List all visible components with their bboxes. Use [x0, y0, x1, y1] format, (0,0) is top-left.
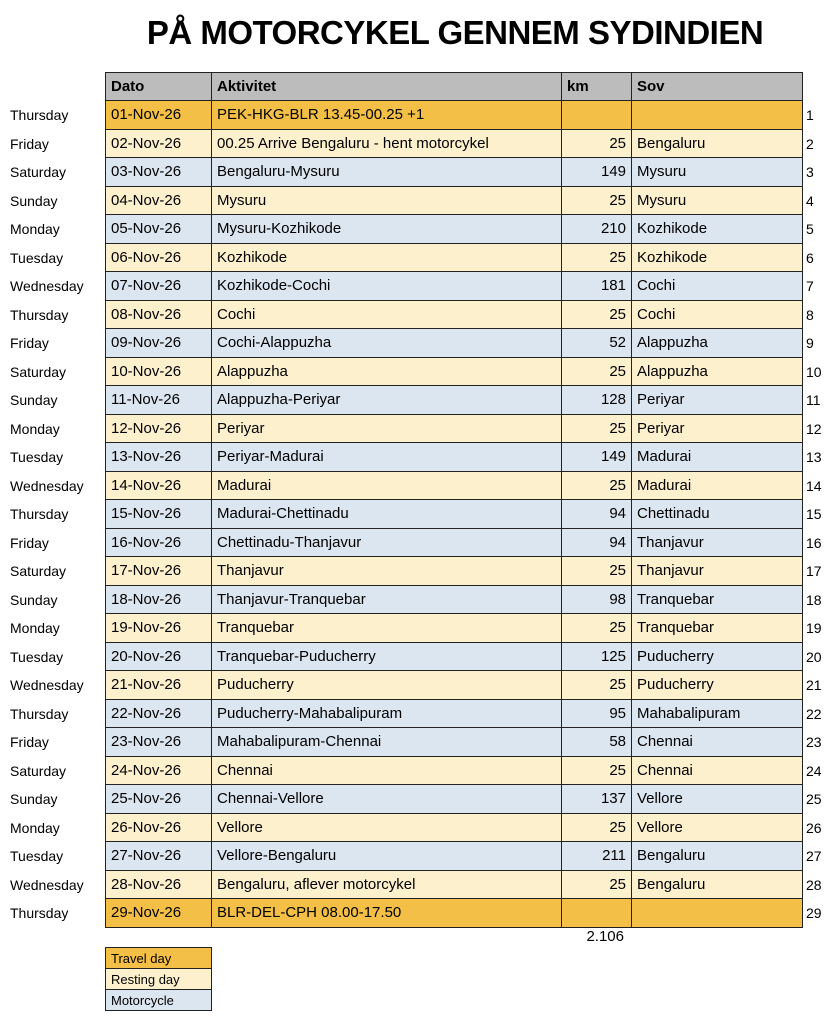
table-row	[106, 842, 803, 871]
km-cell: 211	[562, 842, 632, 871]
weekday-label: Sunday	[10, 791, 58, 807]
sov-cell: Bengaluru	[632, 870, 803, 899]
table-row	[106, 443, 803, 472]
date-cell: 20-Nov-26	[106, 642, 212, 671]
day-number: 11	[806, 392, 821, 408]
activity-cell: Puducherry	[212, 671, 562, 700]
weekday-label: Sunday	[10, 392, 58, 408]
weekday-label: Wednesday	[10, 477, 84, 494]
weekday-label: Thursday	[10, 107, 69, 123]
activity-cell: Alappuzha	[212, 357, 562, 386]
weekday-label: Thursday	[10, 905, 69, 921]
km-cell: 25	[562, 557, 632, 586]
km-cell: 25	[562, 614, 632, 643]
total-km: 2.106	[586, 928, 624, 945]
weekday-label: Thursday	[10, 705, 69, 722]
km-cell: 25	[562, 300, 632, 329]
activity-cell: BLR-DEL-CPH 08.00-17.50	[212, 899, 562, 928]
weekday-label: Saturday	[10, 164, 67, 180]
date-cell: 13-Nov-26	[106, 443, 212, 472]
day-number: 7	[806, 278, 814, 294]
date-cell: 05-Nov-26	[106, 215, 212, 244]
weekday-label: Tuesday	[10, 648, 64, 665]
day-number: 1	[806, 107, 814, 123]
table-row	[106, 471, 803, 500]
day-number: 13	[806, 449, 822, 465]
activity-cell: Tranquebar-Puducherry	[212, 642, 562, 671]
activity-cell: Chennai-Vellore	[212, 785, 562, 814]
date-cell: 28-Nov-26	[106, 870, 212, 899]
km-cell: 149	[562, 158, 632, 187]
sov-cell: Mysuru	[632, 186, 803, 215]
sov-cell: Cochi	[632, 272, 803, 301]
date-cell: 25-Nov-26	[106, 785, 212, 814]
date-cell: 10-Nov-26	[106, 357, 212, 386]
km-cell: 25	[562, 129, 632, 158]
table-row	[106, 614, 803, 643]
km-cell	[562, 101, 632, 130]
activity-cell: Cochi-Alappuzha	[212, 329, 562, 358]
day-number: 5	[806, 221, 814, 237]
date-cell: 09-Nov-26	[106, 329, 212, 358]
date-cell: 21-Nov-26	[106, 671, 212, 700]
table-row	[106, 129, 803, 158]
day-number: 26	[806, 819, 822, 836]
day-number: 12	[806, 420, 822, 437]
activity-cell: Bengaluru-Mysuru	[212, 158, 562, 187]
km-cell	[562, 899, 632, 928]
table-row	[106, 186, 803, 215]
table-row	[106, 357, 803, 386]
table-row	[106, 699, 803, 728]
day-number: 6	[806, 249, 814, 266]
table-row	[106, 671, 803, 700]
sov-cell: Kozhikode	[632, 243, 803, 272]
weekday-label: Thursday	[10, 306, 69, 323]
legend	[105, 947, 212, 1011]
km-cell: 181	[562, 272, 632, 301]
date-cell: 15-Nov-26	[106, 500, 212, 529]
date-cell: 03-Nov-26	[106, 158, 212, 187]
sov-cell: Mysuru	[632, 158, 803, 187]
km-cell: 98	[562, 585, 632, 614]
weekday-label: Saturday	[10, 363, 67, 380]
weekday-label: Monday	[10, 420, 60, 437]
legend-resting-day: Resting day	[106, 969, 212, 990]
date-cell: 08-Nov-26	[106, 300, 212, 329]
sov-cell: Thanjavur	[632, 557, 803, 586]
sov-cell: Alappuzha	[632, 357, 803, 386]
header-km: km	[562, 73, 632, 101]
day-number: 15	[806, 506, 822, 522]
sov-cell: Puducherry	[632, 671, 803, 700]
sov-cell: Vellore	[632, 785, 803, 814]
date-cell: 23-Nov-26	[106, 728, 212, 757]
activity-cell: Alappuzha-Periyar	[212, 386, 562, 415]
date-cell: 12-Nov-26	[106, 414, 212, 443]
day-number: 10	[806, 363, 822, 380]
km-cell: 95	[562, 699, 632, 728]
sov-cell: Bengaluru	[632, 129, 803, 158]
activity-cell: Mysuru	[212, 186, 562, 215]
date-cell: 14-Nov-26	[106, 471, 212, 500]
km-cell: 125	[562, 642, 632, 671]
weekday-label: Saturday	[10, 563, 67, 579]
activity-cell: Cochi	[212, 300, 562, 329]
table-row	[106, 899, 803, 928]
sov-cell: Kozhikode	[632, 215, 803, 244]
km-cell: 94	[562, 500, 632, 529]
table-row	[106, 813, 803, 842]
activity-cell: Mysuru-Kozhikode	[212, 215, 562, 244]
date-cell: 06-Nov-26	[106, 243, 212, 272]
weekday-label: Friday	[10, 734, 49, 750]
activity-cell: 00.25 Arrive Bengaluru - hent motorcykel	[212, 129, 562, 158]
day-number: 19	[806, 620, 822, 636]
sov-cell: Madurai	[632, 471, 803, 500]
km-cell: 25	[562, 414, 632, 443]
day-number: 18	[806, 591, 822, 608]
weekday-column	[10, 101, 84, 928]
table-row	[106, 158, 803, 187]
km-cell: 25	[562, 813, 632, 842]
weekday-label: Wednesday	[10, 876, 84, 893]
activity-cell: PEK-HKG-BLR 13.45-00.25 +1	[212, 101, 562, 130]
activity-cell: Periyar	[212, 414, 562, 443]
date-cell: 29-Nov-26	[106, 899, 212, 928]
sov-cell: Chettinadu	[632, 500, 803, 529]
weekday-label: Thursday	[10, 506, 69, 522]
sov-cell: Thanjavur	[632, 528, 803, 557]
sov-cell: Chennai	[632, 756, 803, 785]
activity-cell: Thanjavur	[212, 557, 562, 586]
km-cell: 25	[562, 756, 632, 785]
day-number: 27	[806, 848, 822, 864]
date-cell: 04-Nov-26	[106, 186, 212, 215]
day-number: 24	[806, 762, 822, 779]
date-cell: 27-Nov-26	[106, 842, 212, 871]
day-number: 23	[806, 734, 822, 750]
sov-cell: Tranquebar	[632, 614, 803, 643]
sov-cell	[632, 101, 803, 130]
weekday-label: Monday	[10, 620, 60, 636]
date-cell: 24-Nov-26	[106, 756, 212, 785]
weekday-label: Monday	[10, 819, 60, 836]
date-cell: 17-Nov-26	[106, 557, 212, 586]
activity-cell: Puducherry-Mahabalipuram	[212, 699, 562, 728]
sov-cell: Mahabalipuram	[632, 699, 803, 728]
day-number: 17	[806, 563, 822, 579]
sov-cell: Periyar	[632, 386, 803, 415]
itinerary-table	[105, 72, 803, 928]
km-cell: 210	[562, 215, 632, 244]
table-row	[106, 756, 803, 785]
page-title: PÅ MOTORCYKEL GENNEM SYDINDIEN	[146, 14, 764, 51]
date-cell: 11-Nov-26	[106, 386, 212, 415]
date-cell: 02-Nov-26	[106, 129, 212, 158]
weekday-label: Friday	[10, 534, 49, 551]
km-cell: 25	[562, 357, 632, 386]
date-cell: 07-Nov-26	[106, 272, 212, 301]
table-row	[106, 870, 803, 899]
day-number: 4	[806, 192, 814, 209]
table-row	[106, 642, 803, 671]
day-number: 21	[806, 677, 822, 693]
table-row	[106, 500, 803, 529]
day-number: 9	[806, 335, 814, 351]
km-cell: 128	[562, 386, 632, 415]
weekday-label: Friday	[10, 335, 49, 351]
table-row	[106, 272, 803, 301]
weekday-label: Wednesday	[10, 278, 84, 294]
header-aktivitet: Aktivitet	[212, 73, 562, 101]
weekday-label: Tuesday	[10, 249, 64, 266]
date-cell: 26-Nov-26	[106, 813, 212, 842]
day-number: 8	[806, 306, 814, 323]
km-cell: 25	[562, 870, 632, 899]
day-number: 22	[806, 705, 822, 722]
table-row	[106, 414, 803, 443]
weekday-label: Tuesday	[10, 848, 64, 864]
sov-cell: Periyar	[632, 414, 803, 443]
km-cell: 52	[562, 329, 632, 358]
date-cell: 01-Nov-26	[106, 101, 212, 130]
activity-cell: Vellore	[212, 813, 562, 842]
date-cell: 22-Nov-26	[106, 699, 212, 728]
weekday-label: Monday	[10, 221, 60, 237]
day-number: 20	[806, 648, 822, 665]
sov-cell: Madurai	[632, 443, 803, 472]
weekday-label: Tuesday	[10, 449, 64, 465]
date-cell: 18-Nov-26	[106, 585, 212, 614]
km-cell: 25	[562, 186, 632, 215]
km-cell: 94	[562, 528, 632, 557]
table-row	[106, 557, 803, 586]
table-row	[106, 329, 803, 358]
weekday-label: Friday	[10, 135, 49, 152]
activity-cell: Madurai	[212, 471, 562, 500]
sov-cell: Bengaluru	[632, 842, 803, 871]
legend-travel-day: Travel day	[106, 948, 212, 969]
weekday-label: Wednesday	[10, 677, 84, 693]
legend-motorcycle: Motorcycle	[106, 990, 212, 1011]
sov-cell: Chennai	[632, 728, 803, 757]
day-number-column	[806, 101, 822, 928]
activity-cell: Chennai	[212, 756, 562, 785]
sov-cell: Vellore	[632, 813, 803, 842]
sov-cell: Cochi	[632, 300, 803, 329]
table-row	[106, 585, 803, 614]
activity-cell: Mahabalipuram-Chennai	[212, 728, 562, 757]
table-row	[106, 215, 803, 244]
sov-cell: Alappuzha	[632, 329, 803, 358]
table-row	[106, 785, 803, 814]
activity-cell: Kozhikode	[212, 243, 562, 272]
day-number: 3	[806, 164, 814, 180]
activity-cell: Chettinadu-Thanjavur	[212, 528, 562, 557]
activity-cell: Periyar-Madurai	[212, 443, 562, 472]
sov-cell: Tranquebar	[632, 585, 803, 614]
activity-cell: Madurai-Chettinadu	[212, 500, 562, 529]
weekday-label: Sunday	[10, 591, 58, 608]
activity-cell: Thanjavur-Tranquebar	[212, 585, 562, 614]
weekday-label: Saturday	[10, 762, 67, 779]
activity-cell: Vellore-Bengaluru	[212, 842, 562, 871]
km-cell: 25	[562, 243, 632, 272]
date-cell: 19-Nov-26	[106, 614, 212, 643]
day-number: 28	[806, 876, 822, 893]
table-row	[106, 300, 803, 329]
sov-cell: Puducherry	[632, 642, 803, 671]
table-row	[106, 728, 803, 757]
table-row	[106, 101, 803, 130]
day-number: 25	[806, 791, 822, 807]
itinerary-body	[106, 101, 803, 928]
km-cell: 25	[562, 671, 632, 700]
date-cell: 16-Nov-26	[106, 528, 212, 557]
sov-cell	[632, 899, 803, 928]
km-cell: 137	[562, 785, 632, 814]
km-cell: 149	[562, 443, 632, 472]
km-cell: 58	[562, 728, 632, 757]
activity-cell: Kozhikode-Cochi	[212, 272, 562, 301]
weekday-label: Sunday	[10, 192, 58, 209]
header-dato: Dato	[106, 73, 212, 101]
table-row	[106, 528, 803, 557]
activity-cell: Tranquebar	[212, 614, 562, 643]
km-cell: 25	[562, 471, 632, 500]
header-row	[106, 73, 803, 101]
day-number: 2	[806, 135, 814, 152]
activity-cell: Bengaluru, aflever motorcykel	[212, 870, 562, 899]
day-number: 29	[806, 905, 822, 921]
day-number: 16	[806, 534, 822, 551]
table-row	[106, 243, 803, 272]
day-number: 14	[806, 477, 822, 494]
header-sov: Sov	[632, 73, 803, 101]
table-row	[106, 386, 803, 415]
